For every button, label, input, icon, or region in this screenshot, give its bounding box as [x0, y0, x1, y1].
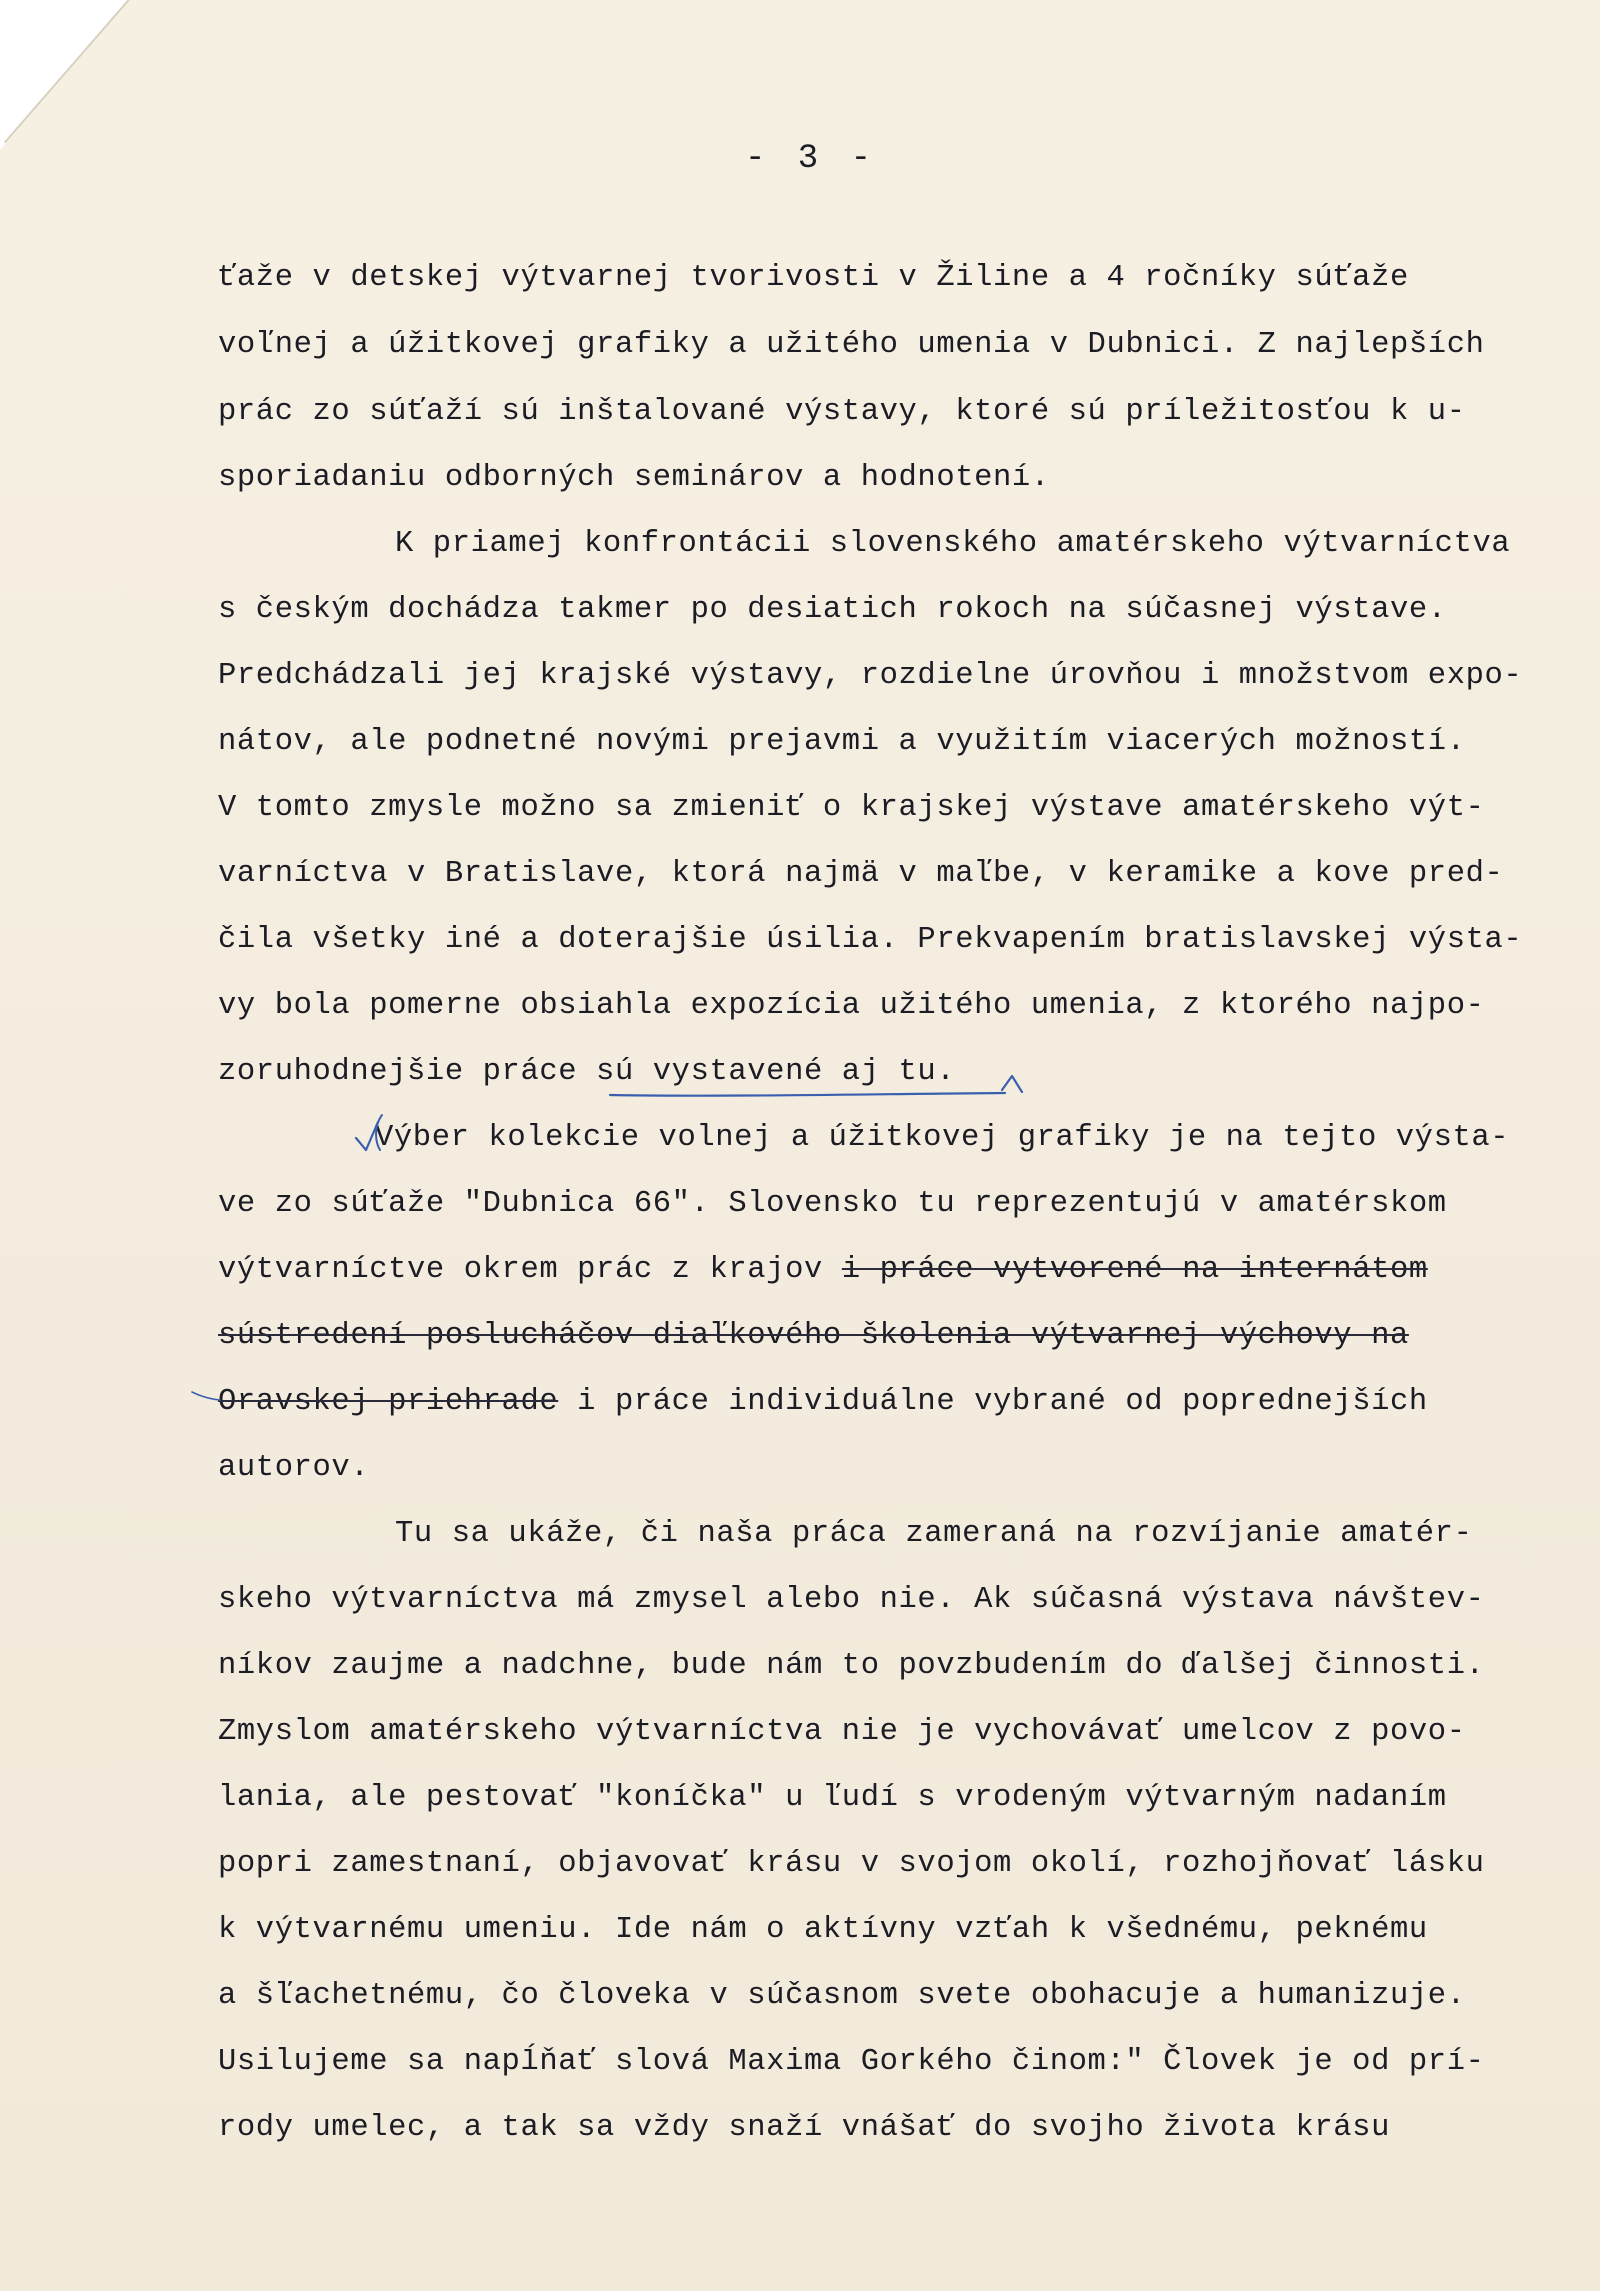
page-number: - 3 - [745, 140, 878, 178]
text-line: prác zo súťaží sú inštalované výstavy, ktoré sú príležitosťou k u- [218, 395, 1466, 429]
struck-text: i práce vytvorené na internátom [841, 1253, 1428, 1287]
text-line: sporiadaniu odborných seminárov a hodnotení. [218, 461, 1050, 495]
text-line: popri zamestnaní, objavovať krásu v svojom okolí, rozhojňovať lásku [218, 1847, 1485, 1881]
text-line: Zmyslom amatérskeho výtvarníctva nie je vychovávať umelcov z povo- [218, 1715, 1466, 1749]
text-line: níkov zaujme a nadchne, bude nám to povzbudením do ďalšej činnosti. [218, 1649, 1485, 1683]
text-line: K priamej konfrontácii slovenského amatérskeho výtvarníctva [395, 527, 1511, 561]
text-line: Predchádzali jej krajské výstavy, rozdielne úrovňou i množstvom expo- [218, 659, 1523, 693]
text-line: voľnej a úžitkovej grafiky a užitého umenia v Dubnici. Z najlepších [218, 328, 1485, 362]
text-line: čila všetky iné a doterajšie úsilia. Prekvapením bratislavskej výsta- [218, 923, 1523, 957]
struck-text-line: sústredení poslucháčov diaľkového školenia výtvarnej výchovy na [218, 1319, 1409, 1353]
text-line: nátov, ale podnetné novými prejavmi a využitím viacerých možností. [218, 725, 1466, 759]
text-line: skeho výtvarníctva má zmysel alebo nie. Ak súčasná výstava návštev- [218, 1583, 1485, 1617]
struck-text: Oravskej priehrade [218, 1385, 559, 1419]
text-segment: i práce individuálne vybrané od poprednejších [558, 1385, 1428, 1419]
text-line: k výtvarnému umeniu. Ide nám o aktívny vzťah k všednému, peknému [218, 1913, 1428, 1947]
text-line: rody umelec, a tak sa vždy snaží vnášať do svojho života krásu [218, 2111, 1390, 2145]
text-line: ťaže v detskej výtvarnej tvorivosti v Žiline a 4 ročníky súťaže [218, 261, 1409, 295]
text-line: varníctva v Bratislave, ktorá najmä v maľbe, v keramike a kove pred- [218, 857, 1504, 891]
text-line [218, 1250, 1428, 1290]
text-segment: výtvarníctve okrem prác z krajov [218, 1253, 842, 1287]
text-line: vy bola pomerne obsiahla expozícia užitého umenia, z ktorého najpo- [218, 989, 1485, 1023]
text-line: Usilujeme sa napĺňať slová Maxima Gorkého činom:" Človek je od prí- [218, 2045, 1485, 2079]
text-line: V tomto zmysle možno sa zmieniť o krajskej výstave amatérskeho výt- [218, 791, 1485, 825]
text-line [218, 1382, 1428, 1422]
text-line: Tu sa ukáže, či naša práca zameraná na rozvíjanie amatér- [395, 1517, 1473, 1551]
text-line: Výber kolekcie volnej a úžitkovej grafiky je na tejto výsta- [375, 1121, 1510, 1155]
text-line: autorov. [218, 1451, 370, 1485]
text-line: ve zo súťaže "Dubnica 66". Slovensko tu reprezentujú v amatérskom [218, 1187, 1447, 1221]
text-line: a šľachetnému, čo človeka v súčasnom svete obohacuje a humanizuje. [218, 1979, 1466, 2013]
text-line: s českým dochádza takmer po desiatich rokoch na súčasnej výstave. [218, 593, 1447, 627]
text-line: zoruhodnejšie práce sú vystavené aj tu. [218, 1055, 956, 1089]
text-line: lania, ale pestovať "koníčka" u ľudí s vrodeným výtvarným nadaním [218, 1781, 1447, 1815]
